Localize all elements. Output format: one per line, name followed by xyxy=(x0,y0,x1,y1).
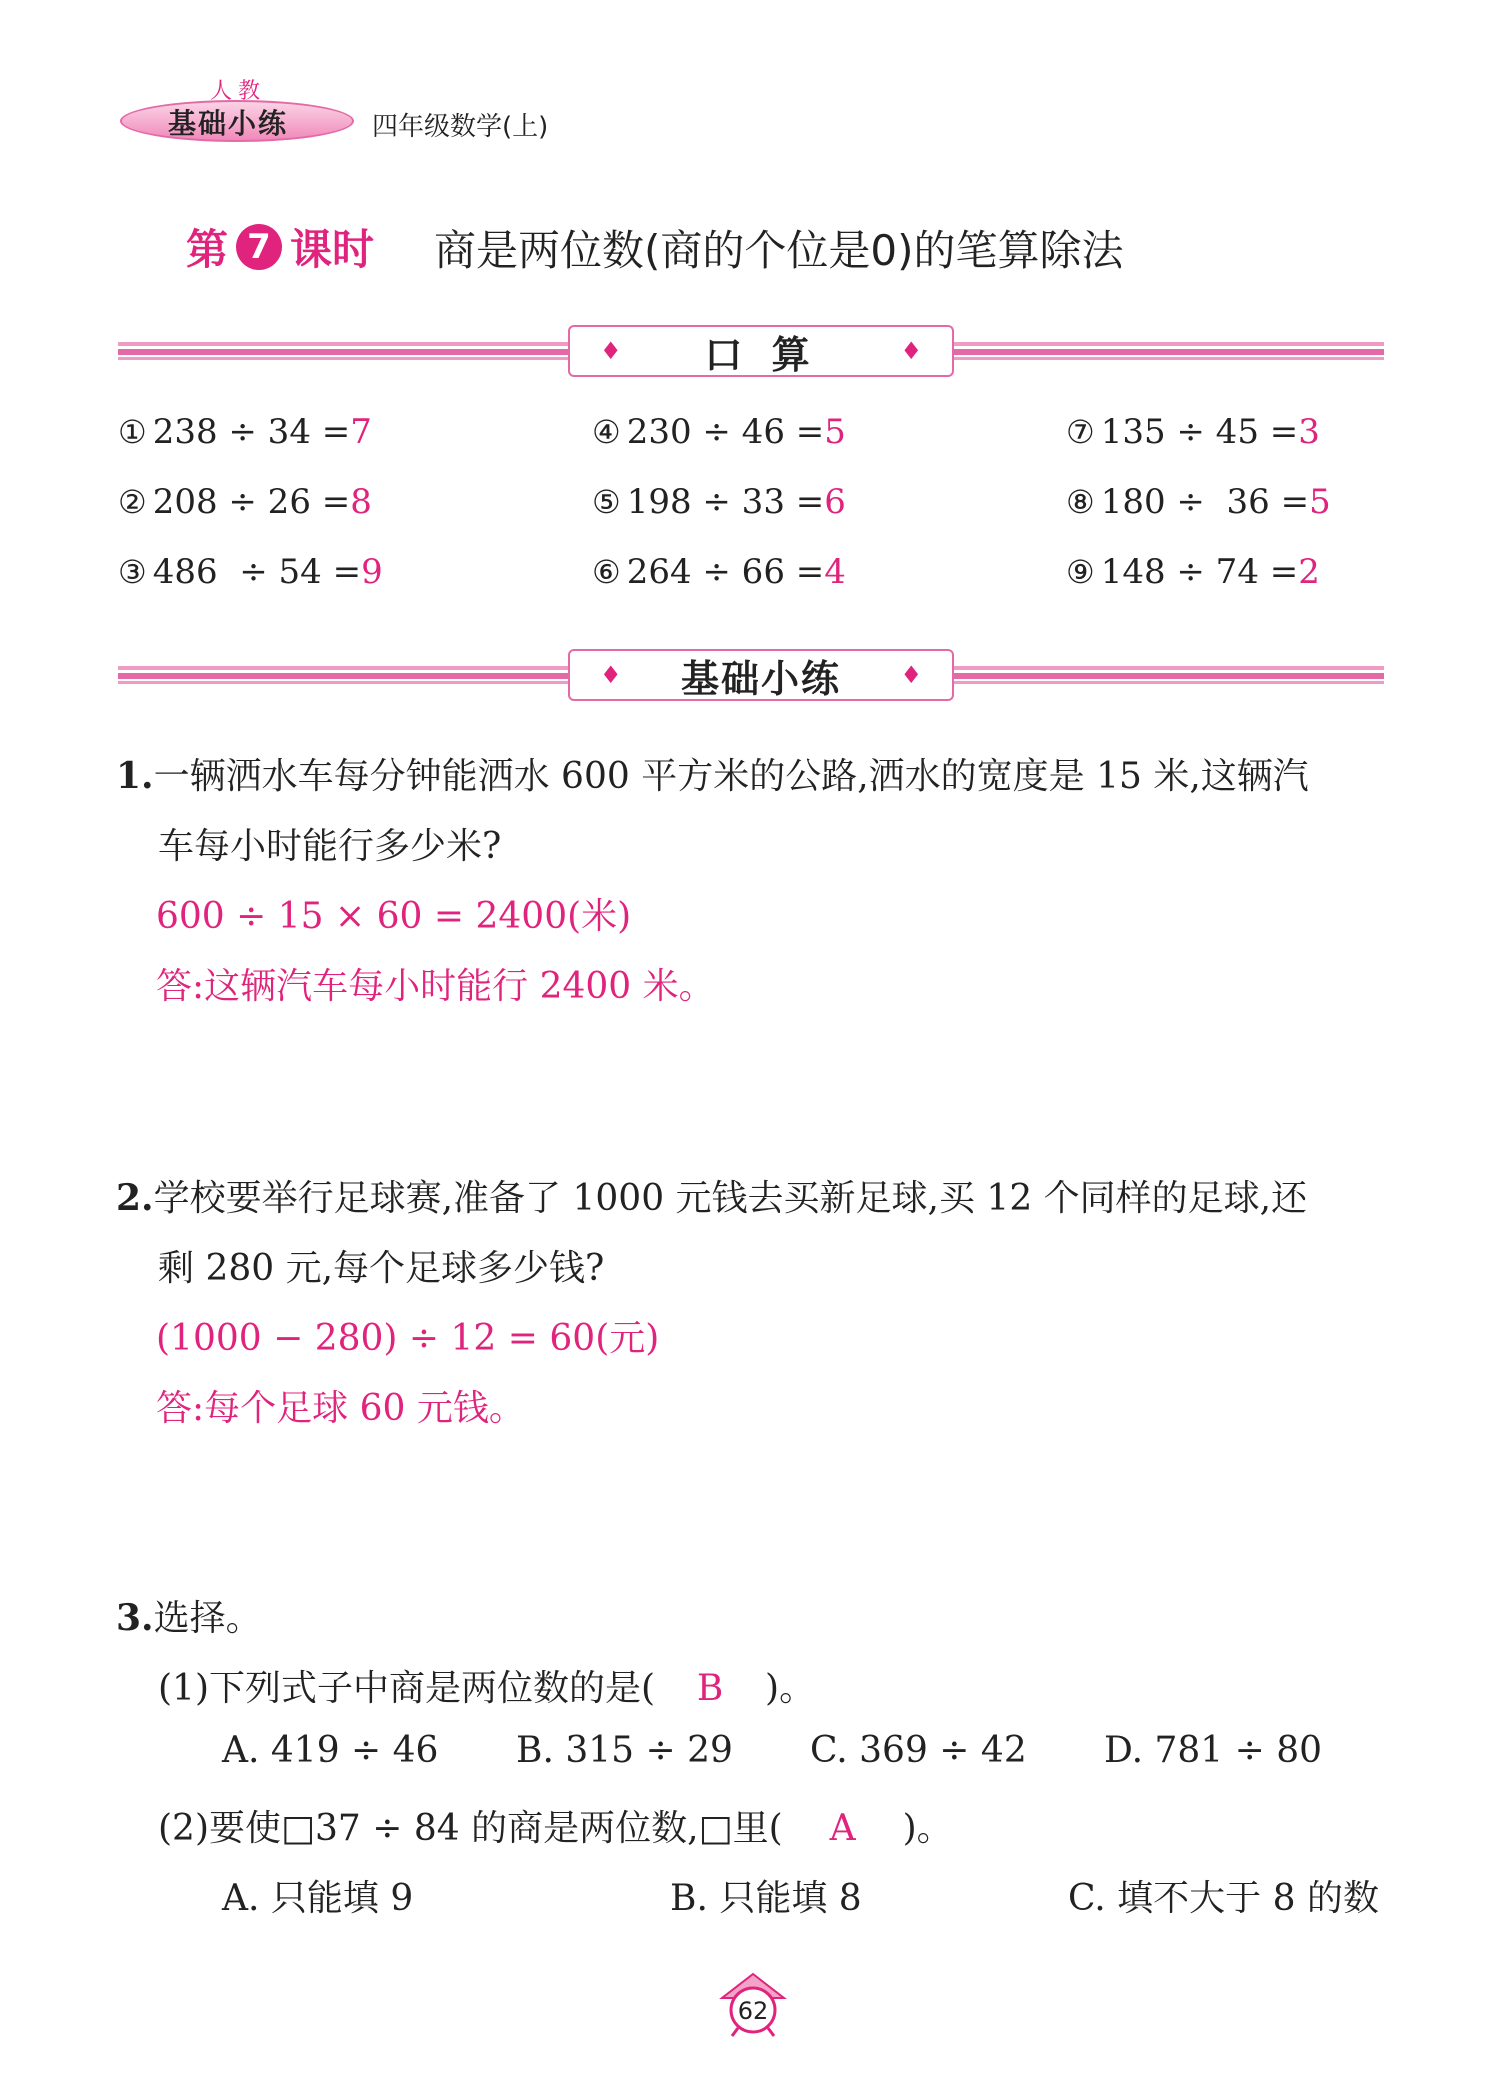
problem-3-q1-option-d: D. 781 ÷ 80 xyxy=(1104,1730,1323,1771)
problem-3-q1-option-c: C. 369 ÷ 42 xyxy=(810,1730,1027,1771)
diamond-icon: ♦ xyxy=(600,661,622,689)
oral-item-7: ⑦ 135 ÷ 45 =3 xyxy=(1066,412,1320,452)
problem-1-line2: 车每小时能行多少米? xyxy=(158,826,502,867)
diamond-icon: ♦ xyxy=(600,337,622,365)
problem-3-q1-option-a: A. 419 ÷ 46 xyxy=(222,1730,439,1771)
problem-3-q2-stem: (2)要使□37 ÷ 84 的商是两位数,□里( A )。 xyxy=(158,1808,953,1849)
section-header-oral xyxy=(568,325,954,377)
oral-item-5: ⑤ 198 ÷ 33 =6 xyxy=(592,482,846,522)
lesson-label xyxy=(186,217,374,277)
oral-item-6: ⑥ 264 ÷ 66 =4 xyxy=(592,552,846,592)
page-number: 62 xyxy=(737,1997,769,2025)
oral-item-9: ⑨ 148 ÷ 74 =2 xyxy=(1066,552,1320,592)
oral-item-1: ① 238 ÷ 34 =7 xyxy=(118,412,372,452)
page-number-badge xyxy=(718,1970,788,2040)
lesson-title: 商是两位数(商的个位是0)的笔算除法 xyxy=(434,226,1124,275)
problem-2-line1: 2.学校要举行足球赛,准备了 1000 元钱去买新足球,买 12 个同样的足球,还 xyxy=(116,1177,1308,1219)
problem-3-q2-answer: A xyxy=(829,1808,856,1849)
problem-1-answer: 答:这辆汽车每小时能行 2400 米。 xyxy=(156,966,715,1007)
problem-3-q1-answer: B xyxy=(696,1668,724,1709)
oral-item-4: ④ 230 ÷ 46 =5 xyxy=(592,412,846,452)
problem-3-q1-option-b: B. 315 ÷ 29 xyxy=(516,1730,733,1771)
problem-1-line1: 1.一辆洒水车每分钟能洒水 600 平方米的公路,洒水的宽度是 15 米,这辆汽 xyxy=(116,755,1309,797)
section-title-basic: 基础小练 xyxy=(680,656,841,701)
diamond-icon: ♦ xyxy=(900,661,922,689)
problem-3-q2-option-b: B. 只能填 8 xyxy=(670,1878,862,1919)
lesson-suffix: 课时 xyxy=(290,225,375,274)
oral-item-3: ③ 486 ÷ 54 =9 xyxy=(118,552,383,592)
problem-3-q2-option-a: A. 只能填 9 xyxy=(222,1878,414,1919)
grade-label: 四年级数学(上) xyxy=(372,112,549,142)
problem-3-title: 3.选择。 xyxy=(116,1597,262,1639)
problem-3-q2-option-c: C. 填不大于 8 的数 xyxy=(1068,1878,1379,1919)
problem-1-formula: 600 ÷ 15 × 60 = 2400(米) xyxy=(156,896,632,937)
diamond-icon: ♦ xyxy=(900,337,922,365)
problem-2-line2: 剩 280 元,每个足球多少钱? xyxy=(158,1248,605,1289)
brand-title: 基础小练 xyxy=(168,107,289,140)
problem-2-formula: (1000 − 280) ÷ 12 = 60(元) xyxy=(156,1318,660,1359)
publisher-label: 人教 xyxy=(210,79,267,104)
oral-item-2: ② 208 ÷ 26 =8 xyxy=(118,482,372,522)
oral-item-8: ⑧ 180 ÷ 36 =5 xyxy=(1066,482,1331,522)
lesson-number-badge: 7 xyxy=(236,224,282,270)
section-title-oral: 口 算 xyxy=(704,332,818,377)
lesson-prefix: 第 xyxy=(186,225,229,274)
problem-2-answer: 答:每个足球 60 元钱。 xyxy=(156,1388,525,1429)
problem-3-q1-stem: (1)下列式子中商是两位数的是( B )。 xyxy=(158,1668,816,1709)
section-header-basic xyxy=(568,649,954,701)
